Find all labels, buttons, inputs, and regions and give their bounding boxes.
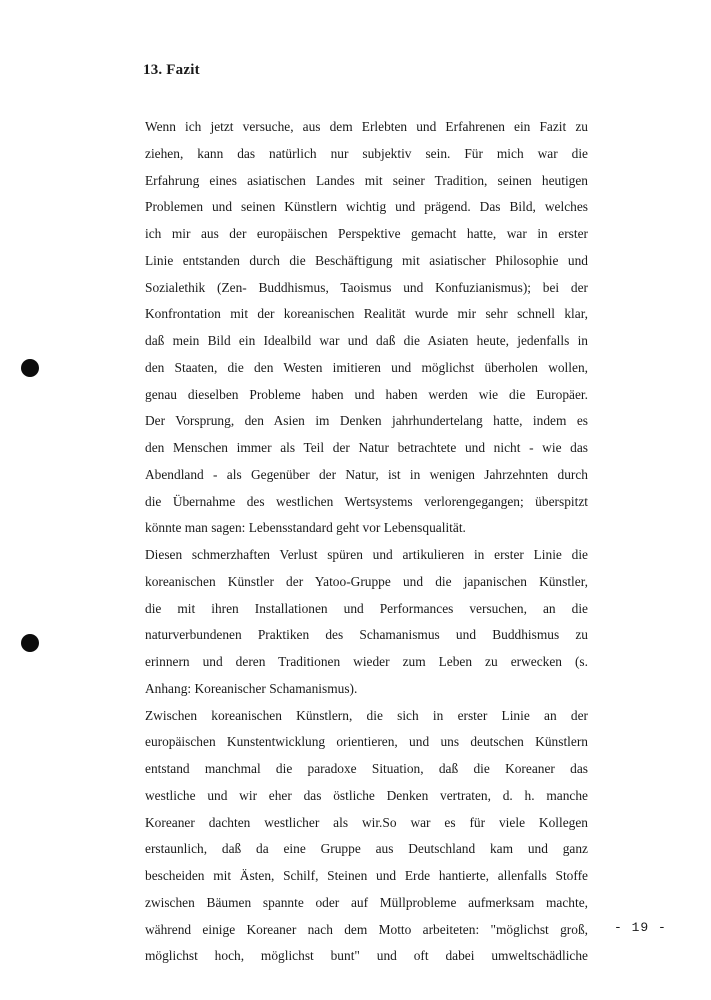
text-line: möglichst hoch, möglichst bunt" und oft dabei umweltschädliche [145, 948, 588, 964]
text-line: Wenn ich jetzt versuche, aus dem Erlebten und Erfahrenen ein Fazit zu [145, 119, 588, 134]
text-line: die mit ihren Installationen und Performances versuchen, an die [145, 600, 588, 616]
text-line: Sozialethik (Zen- Buddhismus, Taoismus und Konfuzianismus); bei der [145, 279, 588, 295]
text-line: erinnern und deren Traditionen wieder zum Leben zu erwecken (s. [145, 654, 588, 669]
page-number: - 19 - [614, 920, 667, 935]
text-line: während einige Koreaner nach dem Motto arbeiteten: "möglichst groß, [145, 921, 588, 937]
text-line: entstand manchmal die paradoxe Situation, daß die Koreaner das [145, 761, 588, 776]
text-line: Problemen und seinen Künstlern wichtig und prägend. Das Bild, welches [145, 199, 588, 215]
text-line: Abendland - als Gegenüber der Natur, ist in wenigen Jahrzehnten durch [145, 466, 588, 482]
text-line: erstaunlich, daß da eine Gruppe aus Deutschland kam und ganz [145, 841, 588, 857]
text-line: den Menschen immer als Teil der Natur betrachtete und nicht - wie das [145, 440, 588, 455]
punch-hole-lower [21, 634, 39, 652]
text-line: westliche und wir eher das östliche Denken vertraten, d. h. manche [145, 787, 588, 803]
text-line: Erfahrung eines asiatischen Landes mit seiner Tradition, seinen heutigen [145, 172, 588, 188]
text-line: Diesen schmerzhaften Verlust spüren und artikulieren in erster Linie die [145, 547, 588, 562]
section-heading: 13. Fazit [143, 62, 200, 78]
text-line: Anhang: Koreanischer Schamanismus). [145, 680, 358, 696]
text-line: Konfrontation mit der koreanischen Realität wurde mir sehr schnell klar, [145, 306, 588, 322]
text-line: daß mein Bild ein Idealbild war und daß die Asiaten heute, jedenfalls in [145, 333, 588, 348]
punch-hole-upper [21, 359, 39, 377]
text-line: Linie entstanden durch die Beschäftigung mit asiatischer Philosophie und [145, 252, 588, 268]
text-line: ich mir aus der europäischen Perspektive gemacht hatte, war in erster [145, 226, 588, 241]
text-line: ziehen, kann das natürlich nur subjektiv sein. Für mich war die [145, 145, 588, 161]
text-line: Koreaner dachten westlicher als wir.So war es für viele Kollegen [145, 814, 588, 830]
text-line: den Staaten, die den Westen imitieren und möglichst überholen wollen, [145, 359, 588, 375]
text-line: genau dieselben Probleme haben und haben werden wie die Europäer. [145, 386, 588, 402]
text-line: zwischen Bäumen spannte oder auf Müllprobleme aufmerksam machte, [145, 894, 588, 910]
body-text [145, 114, 588, 970]
text-line: bescheiden mit Ästen, Schilf, Steinen und Erde hantierte, allenfalls Stoffe [145, 868, 588, 883]
text-line: könnte man sagen: Lebensstandard geht vor Lebensqualität. [145, 520, 466, 536]
text-line: europäischen Kunstentwicklung orientieren, und uns deutschen Künstlern [145, 734, 588, 750]
text-line: koreanischen Künstler der Yatoo-Gruppe und die japanischen Künstler, [145, 573, 588, 589]
text-line: die Übernahme des westlichen Wertsystems verlorengegangen; überspitzt [145, 493, 588, 509]
text-line: Zwischen koreanischen Künstlern, die sich in erster Linie an der [145, 707, 588, 723]
text-line: Der Vorsprung, den Asien im Denken jahrhundertelang hatte, indem es [145, 413, 588, 429]
text-line: naturverbundenen Praktiken des Schamanismus und Buddhismus zu [145, 627, 588, 643]
